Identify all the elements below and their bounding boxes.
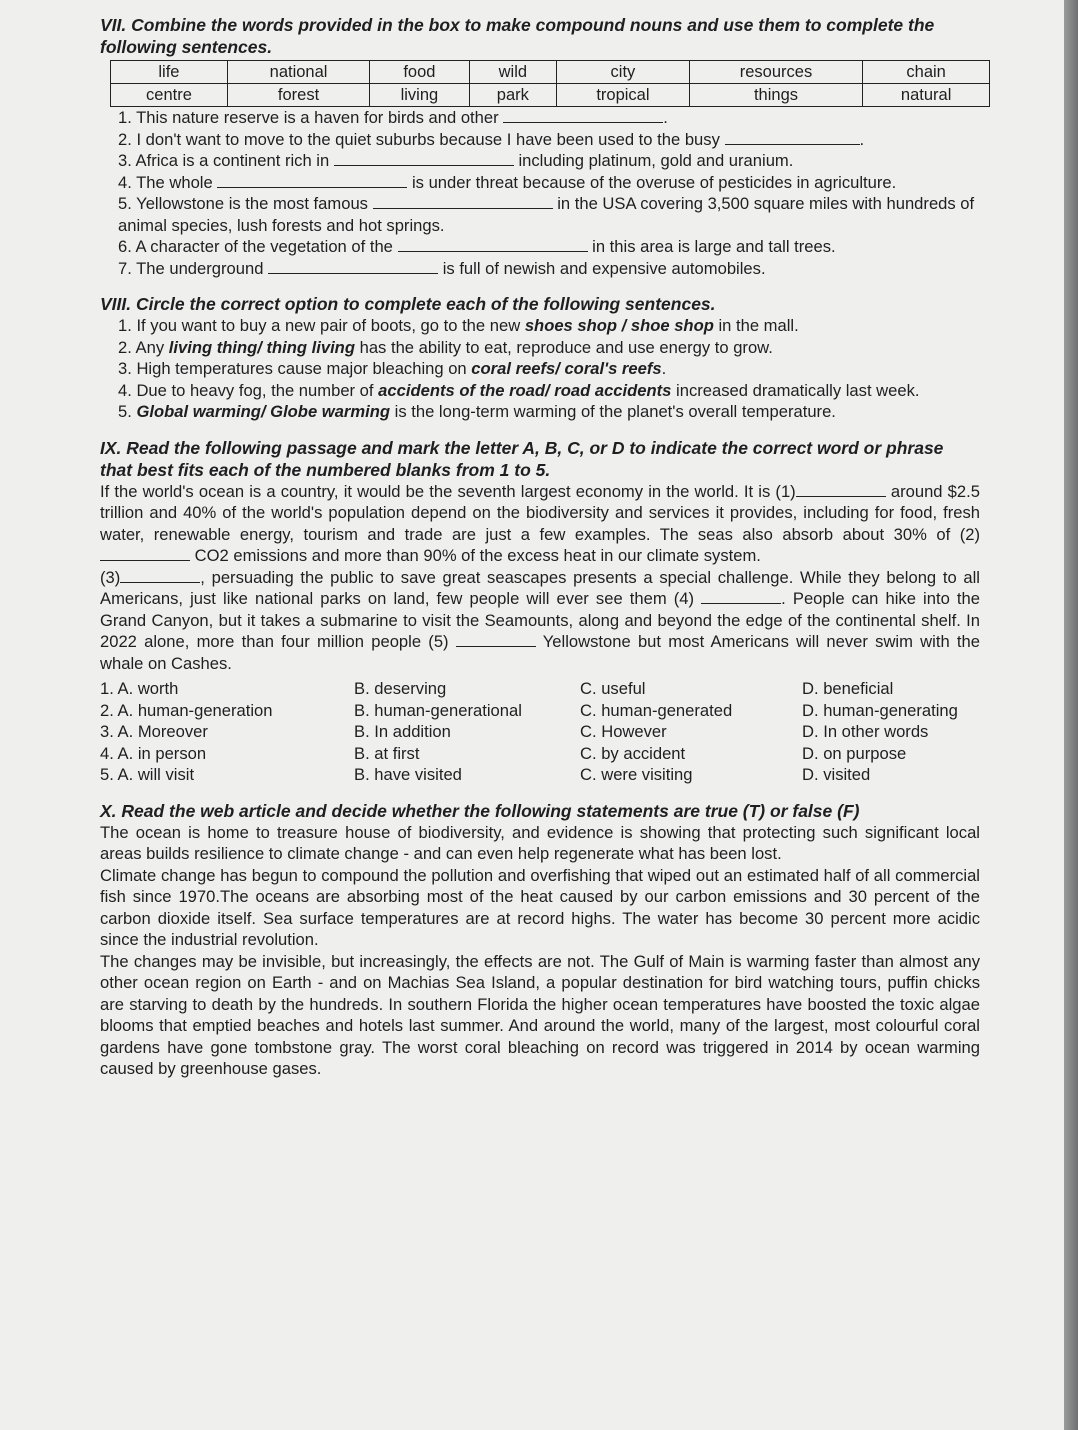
worksheet-content: [100, 14, 980, 1080]
word-cell: park: [469, 84, 557, 107]
option-4d[interactable]: D. on purpose: [802, 743, 907, 763]
word-box-row: [111, 61, 990, 84]
answer-blank[interactable]: [100, 546, 190, 561]
exercise-7-item-6: 6. A character of the vegetation of the in this area is large and tall trees.: [118, 237, 836, 256]
answer-blank[interactable]: [725, 130, 860, 145]
word-cell: resources: [689, 61, 863, 84]
option-2d[interactable]: D. human-generating: [802, 700, 958, 720]
answer-blank[interactable]: [217, 173, 407, 188]
section-10-heading: X. Read the web article and decide whether the following statements are true (T) or false (F): [100, 800, 860, 821]
choice-option[interactable]: accidents of the road/ road accidents: [378, 380, 672, 400]
option-3d[interactable]: D. In other words: [802, 722, 929, 741]
options-grid: [100, 678, 980, 786]
article-paragraph-1: The ocean is home to treasure house of biodiversity, and evidence is showing that protecting such significant local areas builds resilience to climate change - and can even help regenerate what has been lost.: [100, 822, 980, 863]
option-4c[interactable]: C. by accident: [580, 743, 686, 763]
word-cell: living: [370, 84, 469, 107]
exercise-7-item-3: 3. Africa is a continent rich in including platinum, gold and uranium.: [118, 151, 794, 170]
option-1d[interactable]: D. beneficial: [802, 679, 894, 698]
exercise-7-item-4: 4. The whole is under threat because of the overuse of pesticides in agriculture.: [118, 172, 897, 192]
section-9-heading: IX. Read the following passage and mark the letter A, B, C, or D to indicate the correct word or phrase that best fits each of the numbered blanks from 1 to 5.: [100, 437, 944, 480]
section-7-heading: VII. Combine the words provided in the box to make compound nouns and use them to complete the following sentences.: [100, 15, 935, 57]
word-cell: things: [689, 84, 863, 107]
word-cell: forest: [227, 84, 369, 107]
option-2a[interactable]: 2. A. human-generation: [100, 700, 273, 720]
word-cell: natural: [863, 84, 990, 107]
answer-blank[interactable]: [398, 237, 588, 252]
answer-blank[interactable]: [796, 482, 886, 497]
article-paragraph-2: Climate change has begun to compound the pollution and overfishing that wiped out an estimated half of all commercial fish since 1970.The oceans are absorbing most of the heat caused by our carbon emissions and 30 percent of the carbon dioxide itself. Sea surface temperatures are at record highs. The water has become 30 percent more acidic since the industrial revolution.: [100, 865, 980, 949]
exercise-7-item-1: 1. This nature reserve is a haven for birds and other .: [118, 108, 668, 127]
article-paragraph-3: The changes may be invisible, but increasingly, the effects are not. The Gulf of Main is warming faster than almost any other ocean region on Earth - and on Machias Sea Island, a popular destination for bird watching tours, puffin chicks are starving to death by the hundreds. In southern Florida the higher ocean temperatures have boosted the toxic algae blooms that emptied beaches and hotels last summer. And around the world, many of the largest, most colourful coral gardens have gone tombstone gray. The worst coral bleaching on record was triggered in 2014 by ocean warming caused by greenhouse gases.: [100, 951, 980, 1078]
option-4a[interactable]: 4. A. in person: [100, 743, 207, 763]
exercise-8-item-1: 1. If you want to buy a new pair of boots, go to the new shoes shop / shoe shop in the mall.: [118, 316, 799, 335]
answer-blank[interactable]: [701, 589, 781, 604]
word-cell: national: [227, 61, 369, 84]
word-cell: city: [557, 61, 690, 84]
page-edge-shadow: [1064, 0, 1078, 1430]
answer-blank[interactable]: [268, 259, 438, 274]
choice-option[interactable]: Global warming/ Globe warming: [136, 402, 391, 421]
option-1b[interactable]: B. deserving: [354, 679, 447, 698]
option-2b[interactable]: B. human-generational: [354, 700, 522, 720]
answer-blank[interactable]: [503, 108, 663, 123]
exercise-7-item-2: 2. I don't want to move to the quiet suburbs because I have been used to the busy .: [118, 129, 865, 149]
option-4b[interactable]: B. at first: [354, 743, 420, 763]
exercise-8-item-4: 4. Due to heavy fog, the number of accidents of the road/ road accidents increased dramatically last week.: [118, 380, 920, 400]
passage-9: If the world's ocean is a country, it would be the seventh largest economy in the world. It is (1) around $2.5 trillion and 40% of the world's population depend on the biodiversity and services it provides, including for food, fresh water, renewable energy, tourism and trade are just a few examples. The seas also absorb about 30% of (2) CO2 emissions and more than 90% of the excess heat in our climate system. (3) , persuading the public to save great seascapes presents a special challenge. While they belong to all Americans, just like national parks on land, few people will ever see them (4) . People can hike into the Grand Canyon, but it takes a submarine to visit the Seamounts, along and beyond the edge of the continental shelf. In 2022 alone, more than four million people (5) Yellowstone but most Americans will never swim with the whale on Cashes.: [100, 481, 980, 673]
exercise-8-item-5: 5. Global warming/ Globe warming is the long-term warming of the planet's overall temperature.: [118, 402, 836, 421]
section-8-heading: VIII. Circle the correct option to complete each of the following sentences.: [100, 294, 716, 314]
choice-option[interactable]: coral reefs/ coral's reefs: [471, 359, 662, 378]
answer-blank[interactable]: [334, 151, 514, 166]
option-3a[interactable]: 3. A. Moreover: [100, 722, 208, 741]
exercise-8-item-3: 3. High temperatures cause major bleaching on coral reefs/ coral's reefs.: [118, 359, 667, 378]
answer-blank[interactable]: [120, 568, 200, 583]
choice-option[interactable]: living thing/ thing living: [168, 337, 355, 357]
exercise-8-item-2: 2. Any living thing/ thing living has the ability to eat, reproduce and use energy to grow.: [118, 337, 773, 357]
choice-option[interactable]: shoes shop / shoe shop: [524, 316, 714, 335]
option-1c[interactable]: C. useful: [580, 679, 646, 698]
word-box: [110, 60, 990, 107]
answer-blank[interactable]: [456, 632, 536, 647]
option-3b[interactable]: B. In addition: [354, 722, 451, 741]
option-5a[interactable]: 5. A. will visit: [100, 765, 195, 784]
answer-blank[interactable]: [373, 194, 553, 209]
word-cell: life: [111, 61, 228, 84]
option-5c[interactable]: C. were visiting: [580, 765, 693, 784]
option-3c[interactable]: C. However: [580, 722, 667, 741]
option-5d[interactable]: D. visited: [802, 765, 871, 784]
option-2c[interactable]: C. human-generated: [580, 700, 733, 720]
exercise-7-item-5: 5. Yellowstone is the most famous in the USA covering 3,500 square miles with hundreds of animal species, lush forests and hot springs.: [118, 194, 975, 235]
option-1a[interactable]: 1. A. worth: [100, 679, 179, 698]
word-cell: wild: [469, 61, 557, 84]
word-cell: food: [370, 61, 469, 84]
word-box-row: [111, 84, 990, 107]
word-cell: chain: [863, 61, 990, 84]
exercise-7-item-7: 7. The underground is full of newish and expensive automobiles.: [118, 258, 766, 278]
word-cell: tropical: [557, 84, 690, 107]
word-cell: centre: [111, 84, 228, 107]
option-5b[interactable]: B. have visited: [354, 765, 462, 784]
